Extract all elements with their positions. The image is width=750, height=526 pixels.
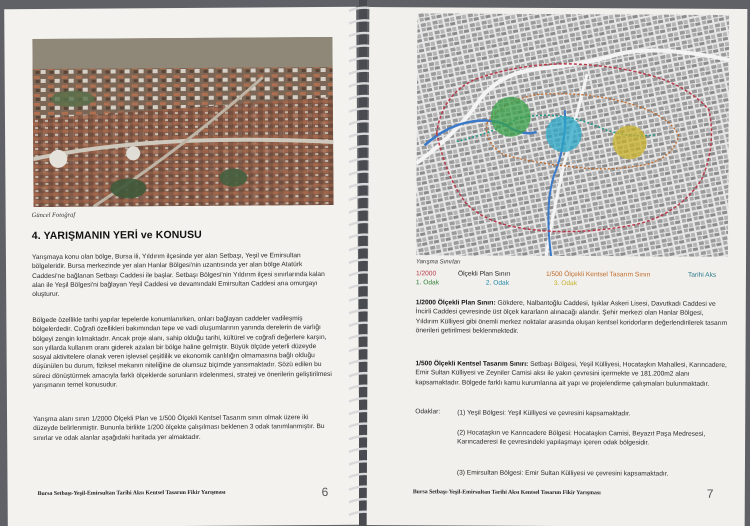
aerial-city-photo xyxy=(32,37,333,207)
focus-label: Odaklar: xyxy=(415,408,441,416)
legend-plan-scale: 1/2000 xyxy=(415,270,437,278)
paragraph-3: Yarışma alanı sınırı 1/2000 Ölçekli Plan ve 1/500 Ölçekli Kentsel Tasarım sınırı olmak üzere iki düzeyde belirlenmiştir. Bununla birlikte 1/200 ölçekte çalışılması beklenen 3 odak tanımlanmıştır. Bu sınırlar ve odak alanlar aşağıdaki haritada yer almaktadır. xyxy=(33,414,325,442)
focus-item-2: (2) Hocataşkın ve Karıncadere Bölgesi: Hocataşkın Camisi, Beyazıt Paşa Medresesi, Karıncaderesi ile çevresindeki yapılaşmayı içeren odak bölgesidir. xyxy=(457,429,706,447)
legend-urban-design: 1/500 Ölçekli Kentsel Tasarım Sınırı xyxy=(545,270,651,279)
page-footer: Bursa Setbaşı-Yeşil-Emirsultan Tarihi Aksı Kentsel Tasarım Fikir Yarışması xyxy=(37,489,226,498)
legend-focus-3: 3. Odak xyxy=(553,279,578,288)
focus-2-area xyxy=(546,116,582,152)
focus-1-area xyxy=(491,97,531,137)
paragraph-1: Yarışmaya konu olan bölge, Bursa ili, Yıldırım ilçesinde yer alan Setbaşı, Yeşil ve Emirsultan bölgeleridir. Bursa merkezinde yer alan Hanlar Bölgesi'nin uzantısında yer alan bölge Atatürk Caddesi'ne bağlanan Setbaşı Caddesi ile başlar. Setbaşı Bölgesi'nin Yıldırım ilçesi sınırlarında kalan alan ile Yeşil Bölgesi'ni bağlayan Yeşil Caddesi ve devamındaki Emirsultan Caddesi ana omurgayı oluşturur. xyxy=(31,252,325,299)
section-title: 4. YARIŞMANIN YERİ ve KONUSU xyxy=(31,228,202,243)
legend-focus-1: 1. Odak xyxy=(415,279,440,287)
focus-item-3: (3) Emirsultan Bölgesi: Emir Sultan Külliyesi ve çevresini kapsamaktadır. xyxy=(456,469,669,478)
plan-500-paragraph: 1/500 Ölçekli Kentsel Tasarım Sınırı: Setbaşı Bölgesi, Yeşil Külliyesi, Hocataşkın Mahallesi, Karıncadere, Emir Sultan Külliyesi ve Zeyniler Camisi aksı ile yakın çevresini içermekte ve 181.200m2 alanı kapsamaktadır. Bölgede farklı kamu kurumlarına ait yapı ve projelendirme çalışmaları bulunmaktadır. xyxy=(415,360,727,388)
legend-plan-label: Ölçekli Plan Sınırı xyxy=(457,270,511,278)
page-number: 6 xyxy=(321,484,329,500)
paragraph-2: Bölgede özellikle tarihi yapılar tepelerde konumlanırken, onları bağlayan caddeler vadileşmiş bölgelerdedir. Coğrafi özellikleri bakımından tepe ve vadi oluşumlarının yanında derelerin de varlığı bölgeyi zengin kılmaktadır. Ancak proje alanı, sahip olduğu tarihi, kültürel ve coğrafi değerlere karşın, son yıllarda kullanım oranı giderek azalan bir bölge haline gelmiştir. Büyük ölçüde yeterli düzeyde sosyal aktivitelere olanak veren işlevsel çeşitlilik ve ekonomik canlılığın olmamasına bağlı olduğu düşünülen bu durum, fiziksel mekanın niteliğine de olumsuz biçimde yansımaktadır. Sözü edilen bu süreci dönüştürmek amacıyla farklı ölçeklerde sorunların irdelenmesi, strateji ve önerilerin geliştirilmesi yarışmanın temel konusudur. xyxy=(32,315,332,390)
competition-boundary-map xyxy=(416,13,729,257)
map-caption: Yarışma Sınırları xyxy=(416,259,461,266)
legend-focus-2: 2. Odak xyxy=(485,279,510,287)
page-number: 7 xyxy=(706,486,714,501)
right-page xyxy=(367,7,748,526)
left-page xyxy=(4,7,360,526)
focus-item-1: (1) Yeşil Bölgesi: Yeşil Külliyesi ve çevresini kapsamaktadır. xyxy=(457,409,631,418)
photo-caption: Güncel Fotoğraf xyxy=(31,211,76,220)
legend-historic-axis: Tarihi Aks xyxy=(687,271,717,279)
page-footer: Bursa Setbaşı-Yeşil-Emirsultan Tarihi Aksı Kentsel Tasarım Fikir Yarışması xyxy=(412,489,601,497)
map-legend xyxy=(415,269,728,288)
focus-3-area xyxy=(613,125,647,159)
plan-2000-paragraph: 1/2000 Ölçekli Plan Sınırı: Gökdere, Nalbantoğlu Caddesi, Işıklar Askeri Lisesi, Davutkadı Caddesi ve İncirli Caddesi çevresinde üst ölçek kararların alınacağı alandır. Şehir merkezi olan Hanlar Bölgesi, Yıldırım Külliyesi gibi önemli merkez noktalar arasında oluşan kentsel koridorların değerlendirilerek tasarım önerileri getirilmesi beklenmektedir. xyxy=(415,299,728,335)
